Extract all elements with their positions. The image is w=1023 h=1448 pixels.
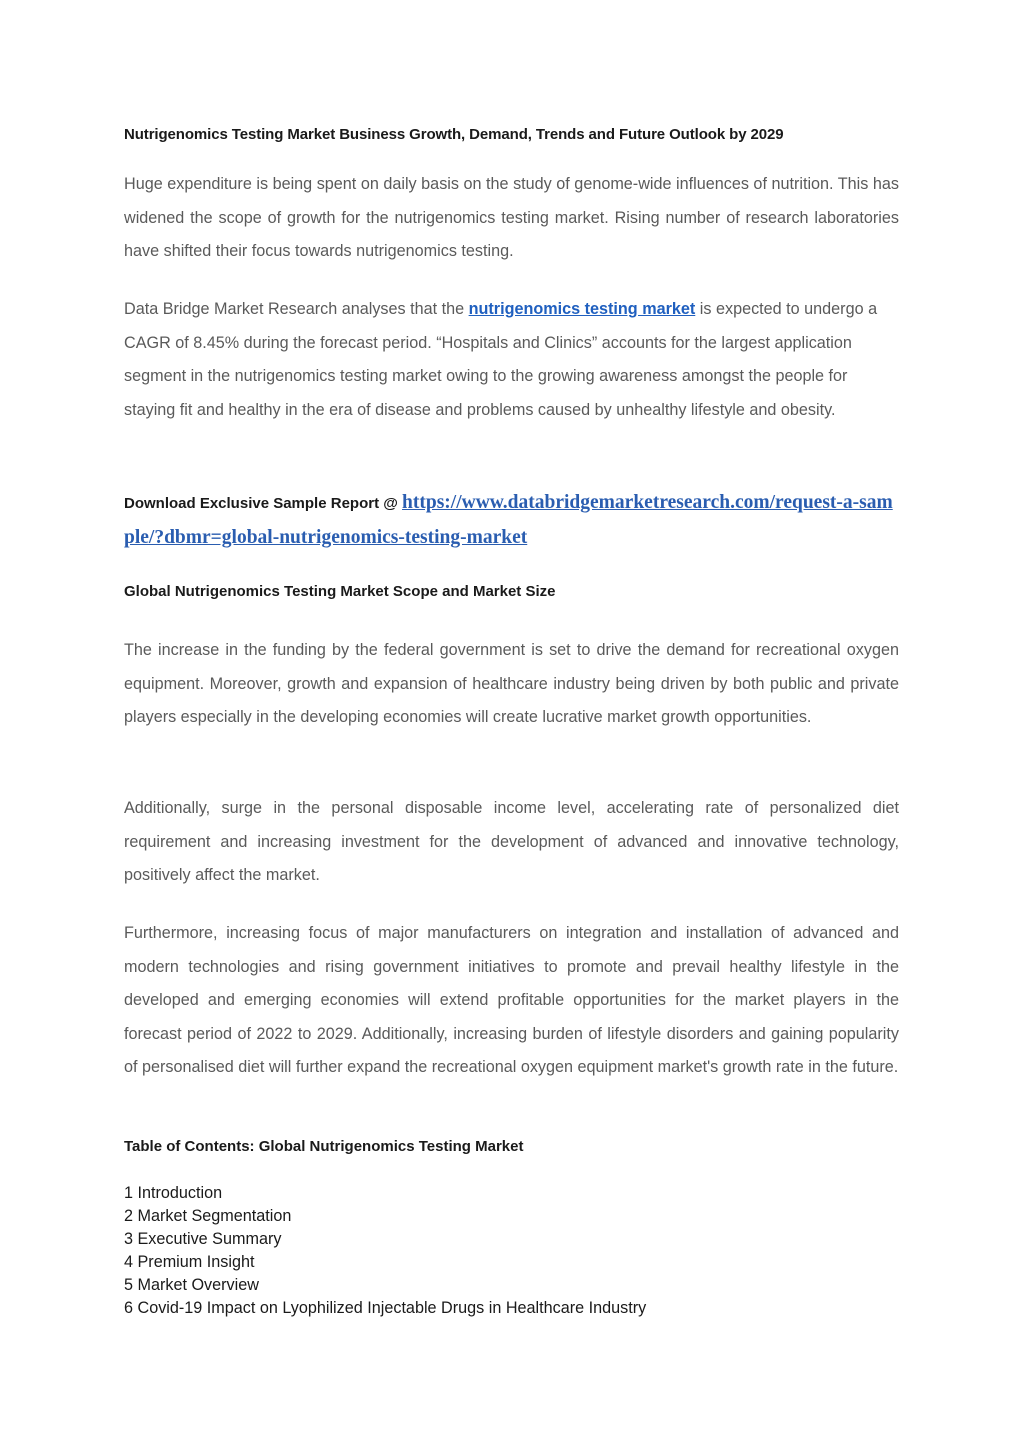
toc-item: 3 Executive Summary (124, 1230, 282, 1249)
document-title: Nutrigenomics Testing Market Business Growth, Demand, Trends and Future Outlook by 2029 (124, 126, 784, 143)
intro-paragraph: Huge expenditure is being spent on daily basis on the study of genome-wide influences of nutrition. This has widened the scope of growth for the nutrigenomics testing market. Rising number of research laboratories have shifted their focus towards nutrigenomics testing. (124, 175, 899, 261)
analysis-text-before-link: Data Bridge Market Research analyses that the (124, 300, 469, 318)
analysis-paragraph (124, 293, 899, 427)
toc-item: 6 Covid-19 Impact on Lyophilized Injectable Drugs in Healthcare Industry (124, 1299, 647, 1318)
analysis-text-after-link: is expected to undergo a CAGR of 8.45% during the forecast period. “Hospitals and Clinics” accounts for the largest application segment in the nutrigenomics testing market owing to the growing awareness amongst the people for staying fit and healthy in the era of disease and problems caused by unhealthy lifestyle and obesity. (124, 300, 878, 419)
download-sample-line (124, 486, 899, 556)
scope-paragraph-2: Additionally, surge in the personal disposable income level, accelerating rate of personalized diet requirement and increasing investment for the development of advanced and innovative technology, positively affect the market. (124, 799, 899, 885)
scope-heading: Global Nutrigenomics Testing Market Scope and Market Size (124, 583, 556, 600)
toc-item: 1 Introduction (124, 1184, 223, 1202)
toc-item: 4 Premium Insight (124, 1253, 255, 1272)
nutrigenomics-market-link[interactable]: nutrigenomics testing market (468, 300, 696, 318)
toc-list (124, 1182, 646, 1321)
toc-item: 2 Market Segmentation (124, 1207, 292, 1226)
toc-item: 5 Market Overview (124, 1276, 259, 1295)
scope-paragraph-1: The increase in the funding by the federal government is set to drive the demand for recreational oxygen equipment. Moreover, growth and expansion of healthcare industry being driven by both public and private players especially in the developing economies will create lucrative market growth opportunities. (124, 641, 899, 727)
sample-report-link[interactable]: https://www.databridgemarketresearch.com/request-a-sample/?dbmr=global-nutrigenomics-testing-market (124, 492, 893, 548)
scope-paragraph-3: Furthermore, increasing focus of major manufacturers on integration and installation of advanced and modern technologies and rising government initiatives to promote and prevail healthy lifestyle in the developed and emerging economies will extend profitable opportunities for the market players in the forecast period of 2022 to 2029. Additionally, increasing burden of lifestyle disorders and gaining popularity of personalised diet will further expand the recreational oxygen equipment market's growth rate in the future. (124, 924, 899, 1077)
toc-heading: Table of Contents: Global Nutrigenomics Testing Market (124, 1138, 524, 1155)
download-sample-label: Download Exclusive Sample Report @ (124, 495, 403, 512)
